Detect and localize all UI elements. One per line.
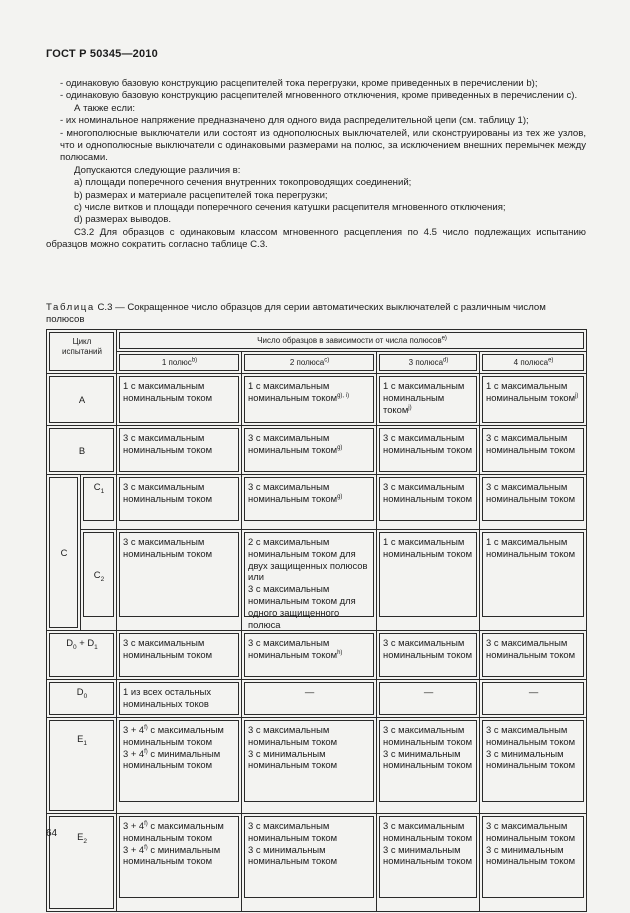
table-cell: 3 с максимальным номинальным током 3 с минимальным номинальным током: [480, 718, 587, 814]
table-row: [47, 374, 587, 426]
table-cell: 3 с максимальным номинальным током: [117, 426, 242, 475]
header-4-pole: 4 полюса$^{e)}$: [480, 352, 587, 374]
header-1-pole: 1 полюс$^{b)}$: [117, 352, 242, 374]
table-row: [47, 426, 587, 475]
table-row: [47, 631, 587, 680]
paragraph: d) размерах выводов.: [74, 214, 172, 226]
table-cell: 3 с максимальным номинальным током$^{g)}$: [242, 426, 377, 475]
table-row: [47, 718, 587, 814]
cycle-cell: $D_0 + D_1$: [47, 631, 117, 680]
header-2-pole: 2 полюса$^{c)}$: [242, 352, 377, 374]
paragraph: А также если:: [74, 102, 136, 114]
table-cell: 3 с максимальным номинальным током: [117, 475, 242, 530]
cycle-subcell: $C_2$: [81, 529, 117, 630]
table-cell: —: [377, 680, 480, 718]
paragraph: b) размерах и материале расцепителей тока перегрузки;: [74, 189, 328, 201]
paragraph: Допускаются следующие различия в:: [74, 164, 241, 176]
cycle-cell: $E_2$: [47, 814, 117, 912]
table-cell: —: [480, 680, 587, 718]
table-cell: 3 с максимальным номинальным током: [377, 475, 480, 530]
paragraph: - одинаковую базовую конструкцию расцепителей тока перегрузки, кроме приведенных в перечислении b);: [60, 78, 538, 89]
table-cell: 1 из всех остальных номинальных токов: [117, 680, 242, 718]
standard-header: ГОСТ Р 50345—2010: [46, 48, 158, 60]
table-row: [47, 529, 587, 630]
table-caption: [46, 302, 586, 326]
table-cell: 1 с максимальным номинальным током$^{j)}$: [377, 374, 480, 426]
cycle-cell: A: [47, 374, 117, 426]
table-cell: 1 с максимальным номинальным током: [117, 374, 242, 426]
body-text: [46, 78, 586, 252]
table-cell: 3 с максимальным номинальным током$^{h)}$: [242, 631, 377, 680]
table-header-row: [47, 330, 587, 352]
table-cell: 1 с максимальным номинальным током: [377, 529, 480, 630]
table-cell: 3 с максимальным номинальным током 3 с минимальным номинальным током: [480, 814, 587, 912]
cycle-cell: B: [47, 426, 117, 475]
caption-text: С.3 — Сокращенное число образцов для серии автоматических выключателей с различным числом полюсов: [46, 302, 546, 325]
header-3-pole: 3 полюса$^{d)}$: [377, 352, 480, 374]
table-cell: 3 с максимальным номинальным током: [480, 475, 587, 530]
cycle-cell: C: [47, 475, 81, 631]
header-group: Число образцов в зависимости от числа полюсов$^{e)}$: [117, 330, 587, 352]
table-cell: 3 с максимальным номинальным током: [377, 631, 480, 680]
caption-prefix: Таблица: [46, 302, 95, 313]
table-cell: 3 с максимальным номинальным током 3 с минимальным номинальным током: [242, 718, 377, 814]
paragraph: С3.2 Для образцов с одинаковым классом мгновенного расцепления по 4.5 число подлежащих испытанию образцов можно сократить согласно таблице С.3.: [46, 226, 586, 251]
table-cell: 3 с максимальным номинальным током 3 с минимальным номинальным током: [377, 718, 480, 814]
table-cell: 3 с максимальным номинальным током 3 с минимальным номинальным током: [377, 814, 480, 912]
paragraph: c) числе витков и площади поперечного сечения катушки расцепителя мгновенного отключения;: [74, 202, 506, 214]
table-cell: $3 + 4^{f)}$ с максимальным номинальным током $3 + 4^{f)}$ с минимальным номинальным током: [117, 718, 242, 814]
table-row: [47, 680, 587, 718]
table-cell: $3 + 4^{f)}$ с максимальным номинальным током $3 + 4^{f)}$ с минимальным номинальным током: [117, 814, 242, 912]
paragraph: - одинаковую базовую конструкцию расцепителей мгновенного отключения, кроме приведенных в перечислении с).: [60, 90, 578, 102]
paragraph: - их номинальное напряжение предназначено для одного вида распределительной цепи (см. таблицу 1);: [60, 115, 529, 127]
table-cell: 3 с максимальным номинальным током: [117, 529, 242, 630]
table-cell: 3 с максимальным номинальным током 3 с минимальным номинальным током: [242, 814, 377, 912]
table-cell: 3 с максимальным номинальным током: [117, 631, 242, 680]
page-number: 64: [46, 828, 58, 839]
table-cell: 3 с максимальным номинальным током: [480, 426, 587, 475]
table-cell: —: [242, 680, 377, 718]
table-cell: 1 с максимальным номинальным током: [480, 529, 587, 630]
cycle-cell: $D_0$: [47, 680, 117, 718]
table-cell: 3 с максимальным номинальным током$^{g)}$: [242, 475, 377, 530]
samples-table: [46, 329, 587, 912]
paragraph: - многополюсные выключатели или состоят из однополюсных выключателей, или сконструированы из тех же узлов, что и однополюсные выключатели с одинаковыми размерами на полюс, за исключением внешних перемычек между полюсами.: [60, 127, 586, 164]
table-row: [47, 814, 587, 912]
table-row: [47, 475, 587, 530]
paragraph: а) площади поперечного сечения внутренних токопроводящих соединений;: [74, 177, 412, 189]
table-header-row: [47, 352, 587, 374]
cycle-subcell: $C_1$: [81, 475, 117, 530]
table-cell: 1 с максимальным номинальным током$^{g), i)}$: [242, 374, 377, 426]
table-cell: 1 с максимальным номинальным током$^{j)}$: [480, 374, 587, 426]
table-cell: 3 с максимальным номинальным током: [480, 631, 587, 680]
table-cell: 3 с максимальным номинальным током: [377, 426, 480, 475]
cycle-cell: $E_1$: [47, 718, 117, 814]
header-cycle: Цикл испытаний: [47, 330, 117, 374]
table-cell: 2 с максимальным номинальным током для двух защищенных полюсов или 3 с максимальным номинальным током для одного защищенного полюса: [242, 529, 377, 630]
